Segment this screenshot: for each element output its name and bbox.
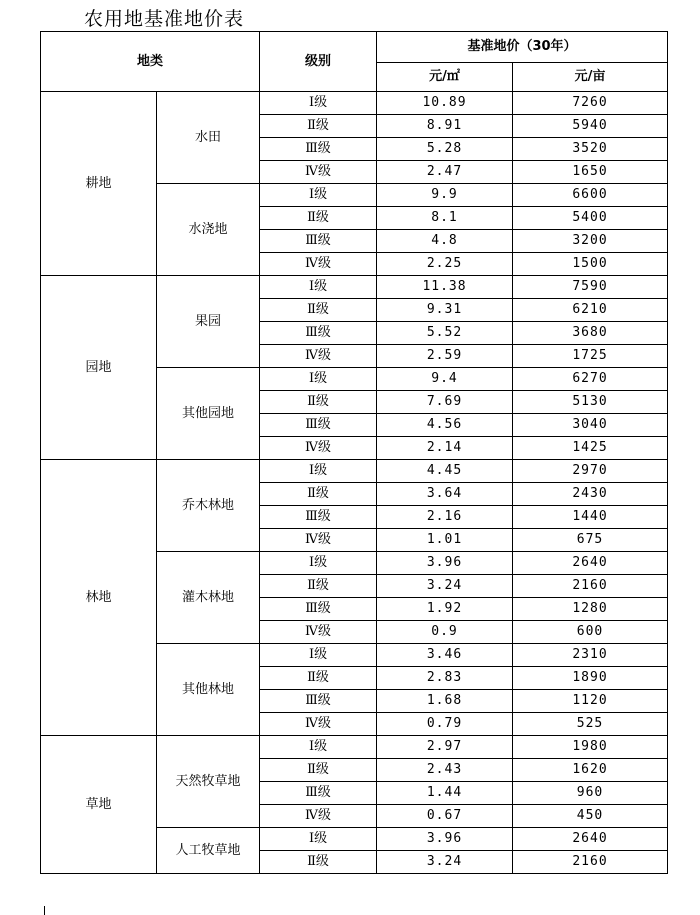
- grade-cell: Ⅲ级: [260, 322, 377, 345]
- table-row: [41, 276, 668, 299]
- price-per-m2-cell: 3.64: [377, 483, 513, 506]
- price-per-mu-cell: 1425: [513, 437, 668, 460]
- price-per-m2-cell: 10.89: [377, 92, 513, 115]
- grade-cell: Ⅱ级: [260, 483, 377, 506]
- price-per-mu-cell: 1120: [513, 690, 668, 713]
- header-base-price: 基准地价（30年）: [377, 32, 668, 63]
- grade-cell: Ⅱ级: [260, 207, 377, 230]
- land-subcategory: 天然牧草地: [157, 736, 260, 828]
- price-per-mu-cell: 1440: [513, 506, 668, 529]
- grade-cell: Ⅰ级: [260, 736, 377, 759]
- price-per-m2-cell: 2.43: [377, 759, 513, 782]
- price-per-m2-cell: 2.25: [377, 253, 513, 276]
- price-per-mu-cell: 960: [513, 782, 668, 805]
- grade-cell: Ⅲ级: [260, 414, 377, 437]
- grade-cell: Ⅰ级: [260, 92, 377, 115]
- grade-cell: Ⅱ级: [260, 851, 377, 874]
- grade-cell: Ⅰ级: [260, 276, 377, 299]
- price-per-mu-cell: 450: [513, 805, 668, 828]
- price-per-m2-cell: 3.46: [377, 644, 513, 667]
- land-subcategory: 其他林地: [157, 644, 260, 736]
- grade-cell: Ⅳ级: [260, 621, 377, 644]
- price-per-mu-cell: 1890: [513, 667, 668, 690]
- price-per-mu-cell: 3680: [513, 322, 668, 345]
- price-per-m2-cell: 1.68: [377, 690, 513, 713]
- price-per-mu-cell: 5940: [513, 115, 668, 138]
- price-per-m2-cell: 0.9: [377, 621, 513, 644]
- grade-cell: Ⅱ级: [260, 391, 377, 414]
- grade-cell: Ⅲ级: [260, 506, 377, 529]
- price-per-m2-cell: 3.96: [377, 828, 513, 851]
- price-per-m2-cell: 2.83: [377, 667, 513, 690]
- price-per-m2-cell: 9.9: [377, 184, 513, 207]
- grade-cell: Ⅲ级: [260, 138, 377, 161]
- price-per-m2-cell: 5.28: [377, 138, 513, 161]
- grade-cell: Ⅳ级: [260, 253, 377, 276]
- land-subcategory: 人工牧草地: [157, 828, 260, 874]
- land-subcategory: 水浇地: [157, 184, 260, 276]
- table-header: [41, 32, 668, 92]
- price-per-m2-cell: 2.97: [377, 736, 513, 759]
- grade-cell: Ⅰ级: [260, 368, 377, 391]
- header-unit-mu: 元/亩: [513, 63, 668, 92]
- price-per-mu-cell: 6210: [513, 299, 668, 322]
- table-row: [41, 92, 668, 115]
- price-per-mu-cell: 525: [513, 713, 668, 736]
- price-per-mu-cell: 3200: [513, 230, 668, 253]
- grade-cell: Ⅰ级: [260, 552, 377, 575]
- land-category: 草地: [41, 736, 157, 874]
- price-per-mu-cell: 2970: [513, 460, 668, 483]
- price-per-mu-cell: 1980: [513, 736, 668, 759]
- price-per-m2-cell: 4.45: [377, 460, 513, 483]
- price-per-m2-cell: 2.14: [377, 437, 513, 460]
- price-per-mu-cell: 1650: [513, 161, 668, 184]
- price-per-m2-cell: 9.31: [377, 299, 513, 322]
- header-grade: 级别: [260, 32, 377, 92]
- price-per-m2-cell: 4.56: [377, 414, 513, 437]
- page-title: 农用地基准地价表: [84, 8, 245, 30]
- header-unit-m2: 元/㎡: [377, 63, 513, 92]
- price-per-m2-cell: 9.4: [377, 368, 513, 391]
- grade-cell: Ⅰ级: [260, 828, 377, 851]
- grade-cell: Ⅰ级: [260, 460, 377, 483]
- grade-cell: Ⅳ级: [260, 713, 377, 736]
- grade-cell: Ⅱ级: [260, 575, 377, 598]
- grade-cell: Ⅰ级: [260, 184, 377, 207]
- land-subcategory: 其他园地: [157, 368, 260, 460]
- price-per-m2-cell: 0.67: [377, 805, 513, 828]
- header-land-type: 地类: [41, 32, 260, 92]
- price-per-mu-cell: 2310: [513, 644, 668, 667]
- price-per-m2-cell: 1.44: [377, 782, 513, 805]
- price-per-mu-cell: 2430: [513, 483, 668, 506]
- price-per-m2-cell: 1.01: [377, 529, 513, 552]
- grade-cell: Ⅲ级: [260, 690, 377, 713]
- land-category: 林地: [41, 460, 157, 736]
- grade-cell: Ⅰ级: [260, 644, 377, 667]
- price-per-m2-cell: 8.91: [377, 115, 513, 138]
- price-per-mu-cell: 3040: [513, 414, 668, 437]
- table-row: [41, 736, 668, 759]
- table-body: [41, 92, 668, 874]
- land-subcategory: 水田: [157, 92, 260, 184]
- price-per-m2-cell: 5.52: [377, 322, 513, 345]
- price-per-mu-cell: 2160: [513, 575, 668, 598]
- price-per-mu-cell: 1725: [513, 345, 668, 368]
- price-per-mu-cell: 1500: [513, 253, 668, 276]
- price-per-mu-cell: 6270: [513, 368, 668, 391]
- grade-cell: Ⅲ级: [260, 782, 377, 805]
- price-per-m2-cell: 2.16: [377, 506, 513, 529]
- grade-cell: Ⅱ级: [260, 115, 377, 138]
- price-per-mu-cell: 3520: [513, 138, 668, 161]
- price-per-m2-cell: 7.69: [377, 391, 513, 414]
- grade-cell: Ⅱ级: [260, 759, 377, 782]
- grade-cell: Ⅲ级: [260, 230, 377, 253]
- page-margin-mark: [44, 906, 47, 915]
- table-row: [41, 460, 668, 483]
- grade-cell: Ⅳ级: [260, 529, 377, 552]
- price-per-m2-cell: 3.96: [377, 552, 513, 575]
- grade-cell: Ⅳ级: [260, 345, 377, 368]
- grade-cell: Ⅳ级: [260, 437, 377, 460]
- land-subcategory: 灌木林地: [157, 552, 260, 644]
- price-per-mu-cell: 5130: [513, 391, 668, 414]
- price-per-m2-cell: 2.59: [377, 345, 513, 368]
- price-per-m2-cell: 1.92: [377, 598, 513, 621]
- grade-cell: Ⅱ级: [260, 299, 377, 322]
- land-subcategory: 果园: [157, 276, 260, 368]
- price-per-m2-cell: 0.79: [377, 713, 513, 736]
- land-category: 园地: [41, 276, 157, 460]
- land-subcategory: 乔木林地: [157, 460, 260, 552]
- price-per-mu-cell: 600: [513, 621, 668, 644]
- price-per-mu-cell: 1280: [513, 598, 668, 621]
- price-per-m2-cell: 8.1: [377, 207, 513, 230]
- price-per-m2-cell: 4.8: [377, 230, 513, 253]
- land-price-table: [40, 31, 668, 874]
- price-per-mu-cell: 6600: [513, 184, 668, 207]
- price-per-m2-cell: 3.24: [377, 575, 513, 598]
- price-per-mu-cell: 7260: [513, 92, 668, 115]
- price-per-mu-cell: 1620: [513, 759, 668, 782]
- price-per-mu-cell: 2640: [513, 828, 668, 851]
- price-per-mu-cell: 5400: [513, 207, 668, 230]
- price-per-m2-cell: 3.24: [377, 851, 513, 874]
- price-per-mu-cell: 675: [513, 529, 668, 552]
- grade-cell: Ⅳ级: [260, 161, 377, 184]
- grade-cell: Ⅲ级: [260, 598, 377, 621]
- price-per-mu-cell: 2640: [513, 552, 668, 575]
- price-per-mu-cell: 2160: [513, 851, 668, 874]
- price-per-m2-cell: 2.47: [377, 161, 513, 184]
- land-category: 耕地: [41, 92, 157, 276]
- grade-cell: Ⅳ级: [260, 805, 377, 828]
- price-per-m2-cell: 11.38: [377, 276, 513, 299]
- price-per-mu-cell: 7590: [513, 276, 668, 299]
- grade-cell: Ⅱ级: [260, 667, 377, 690]
